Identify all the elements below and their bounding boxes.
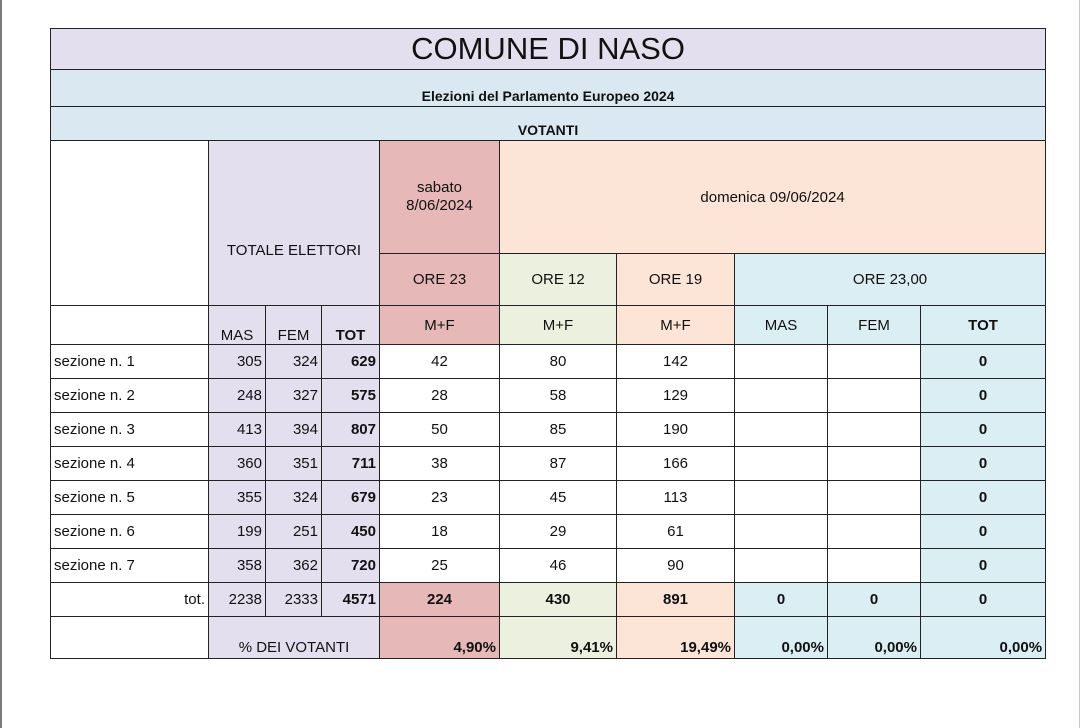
- section-final-tot: 0: [921, 549, 1046, 583]
- percent-label: % DEI VOTANTI: [209, 617, 380, 659]
- totals-ore12: 430: [500, 583, 617, 617]
- section-ore19: 90: [617, 549, 735, 583]
- percent-ore19: 19,49%: [617, 617, 735, 659]
- percent-final-mas: 0,00%: [735, 617, 828, 659]
- section-sabato-ore23: 23: [380, 481, 500, 515]
- section-ore19: 129: [617, 379, 735, 413]
- section-final-mas: [735, 481, 828, 515]
- section-final-fem: [828, 481, 921, 515]
- section-label: sezione n. 3: [51, 413, 209, 447]
- section-sabato-ore23: 25: [380, 549, 500, 583]
- section-final-mas: [735, 549, 828, 583]
- section-fem: 251: [266, 515, 322, 549]
- section-mas: 305: [209, 345, 266, 379]
- section-fem: 394: [266, 413, 322, 447]
- section-mas: 360: [209, 447, 266, 481]
- section-final-tot: 0: [921, 515, 1046, 549]
- tot-header-final: TOT: [921, 306, 1046, 345]
- section-ore12: 85: [500, 413, 617, 447]
- section-fem: 327: [266, 379, 322, 413]
- section-final-mas: [735, 379, 828, 413]
- section-mas: 358: [209, 549, 266, 583]
- section-label: sezione n. 4: [51, 447, 209, 481]
- section-final-fem: [828, 515, 921, 549]
- section-final-tot: 0: [921, 345, 1046, 379]
- section-ore12: 29: [500, 515, 617, 549]
- section-tot: 679: [322, 481, 380, 515]
- section-final-tot: 0: [921, 447, 1046, 481]
- section-final-mas: [735, 345, 828, 379]
- section-ore12: 87: [500, 447, 617, 481]
- section-sabato-ore23: 42: [380, 345, 500, 379]
- section-label: sezione n. 7: [51, 549, 209, 583]
- table-row: [51, 447, 1046, 481]
- sabato-day: sabato: [416, 179, 463, 196]
- totals-final-mas: 0: [735, 583, 828, 617]
- section-final-tot: 0: [921, 481, 1046, 515]
- section-title: VOTANTI: [51, 107, 1046, 141]
- totals-final-fem: 0: [828, 583, 921, 617]
- section-fem: 324: [266, 481, 322, 515]
- section-tot: 711: [322, 447, 380, 481]
- section-mas: 355: [209, 481, 266, 515]
- ore19-header: ORE 19: [617, 254, 735, 306]
- mf-header-ore19: M+F: [617, 306, 735, 345]
- ore12-header: ORE 12: [500, 254, 617, 306]
- section-final-fem: [828, 413, 921, 447]
- section-ore19: 113: [617, 481, 735, 515]
- mf-header-ore12: M+F: [500, 306, 617, 345]
- section-final-mas: [735, 413, 828, 447]
- section-final-fem: [828, 549, 921, 583]
- section-ore12: 80: [500, 345, 617, 379]
- totals-fem: 2333: [266, 583, 322, 617]
- section-final-mas: [735, 447, 828, 481]
- section-ore12: 58: [500, 379, 617, 413]
- totals-sabato: 224: [380, 583, 500, 617]
- section-final-fem: [828, 379, 921, 413]
- section-label: sezione n. 1: [51, 345, 209, 379]
- section-fem: 351: [266, 447, 322, 481]
- section-mas: 248: [209, 379, 266, 413]
- totals-mas: 2238: [209, 583, 266, 617]
- tot-header: TOT: [322, 306, 380, 345]
- section-tot: 450: [322, 515, 380, 549]
- domenica-header: domenica 09/06/2024: [500, 141, 1046, 254]
- empty-header-cell: [51, 141, 209, 306]
- section-fem: 324: [266, 345, 322, 379]
- section-tot: 807: [322, 413, 380, 447]
- section-sabato-ore23: 28: [380, 379, 500, 413]
- table-row: [51, 481, 1046, 515]
- percent-empty-cell: [51, 617, 209, 659]
- section-fem: 362: [266, 549, 322, 583]
- sabato-header: [380, 141, 500, 254]
- section-ore19: 142: [617, 345, 735, 379]
- section-label: sezione n. 6: [51, 515, 209, 549]
- votanti-table: [50, 28, 1046, 659]
- section-ore19: 61: [617, 515, 735, 549]
- section-final-tot: 0: [921, 413, 1046, 447]
- fem-header-final: FEM: [828, 306, 921, 345]
- percent-final-fem: 0,00%: [828, 617, 921, 659]
- page-title: COMUNE DI NASO: [51, 29, 1046, 70]
- sabato-date: 8/06/2024: [406, 197, 473, 214]
- section-ore19: 190: [617, 413, 735, 447]
- mas-header: MAS: [209, 306, 266, 345]
- empty-subheader-cell: [51, 306, 209, 345]
- section-ore12: 45: [500, 481, 617, 515]
- table-row: [51, 379, 1046, 413]
- section-final-tot: 0: [921, 379, 1046, 413]
- totals-tot: 4571: [322, 583, 380, 617]
- ore23-header: ORE 23: [380, 254, 500, 306]
- section-sabato-ore23: 18: [380, 515, 500, 549]
- section-tot: 575: [322, 379, 380, 413]
- section-ore12: 46: [500, 549, 617, 583]
- section-final-fem: [828, 345, 921, 379]
- table-row: [51, 413, 1046, 447]
- section-final-fem: [828, 447, 921, 481]
- election-subtitle: Elezioni del Parlamento Europeo 2024: [51, 70, 1046, 107]
- section-mas: 199: [209, 515, 266, 549]
- mf-header-sabato: M+F: [380, 306, 500, 345]
- totals-ore19: 891: [617, 583, 735, 617]
- section-tot: 629: [322, 345, 380, 379]
- section-final-mas: [735, 515, 828, 549]
- percent-sabato: 4,90%: [380, 617, 500, 659]
- totals-label: tot.: [51, 583, 209, 617]
- section-mas: 413: [209, 413, 266, 447]
- table-row: [51, 549, 1046, 583]
- section-ore19: 166: [617, 447, 735, 481]
- section-label: sezione n. 5: [51, 481, 209, 515]
- page-left-border: [0, 0, 2, 728]
- mas-header-final: MAS: [735, 306, 828, 345]
- percent-final-tot: 0,00%: [921, 617, 1046, 659]
- totals-final-tot: 0: [921, 583, 1046, 617]
- ore2300-header: ORE 23,00: [735, 254, 1046, 306]
- section-label: sezione n. 2: [51, 379, 209, 413]
- section-sabato-ore23: 50: [380, 413, 500, 447]
- totale-elettori-header: TOTALE ELETTORI: [209, 141, 380, 306]
- percent-ore12: 9,41%: [500, 617, 617, 659]
- table-row: [51, 515, 1046, 549]
- fem-header: FEM: [266, 306, 322, 345]
- section-sabato-ore23: 38: [380, 447, 500, 481]
- table-row: [51, 345, 1046, 379]
- section-tot: 720: [322, 549, 380, 583]
